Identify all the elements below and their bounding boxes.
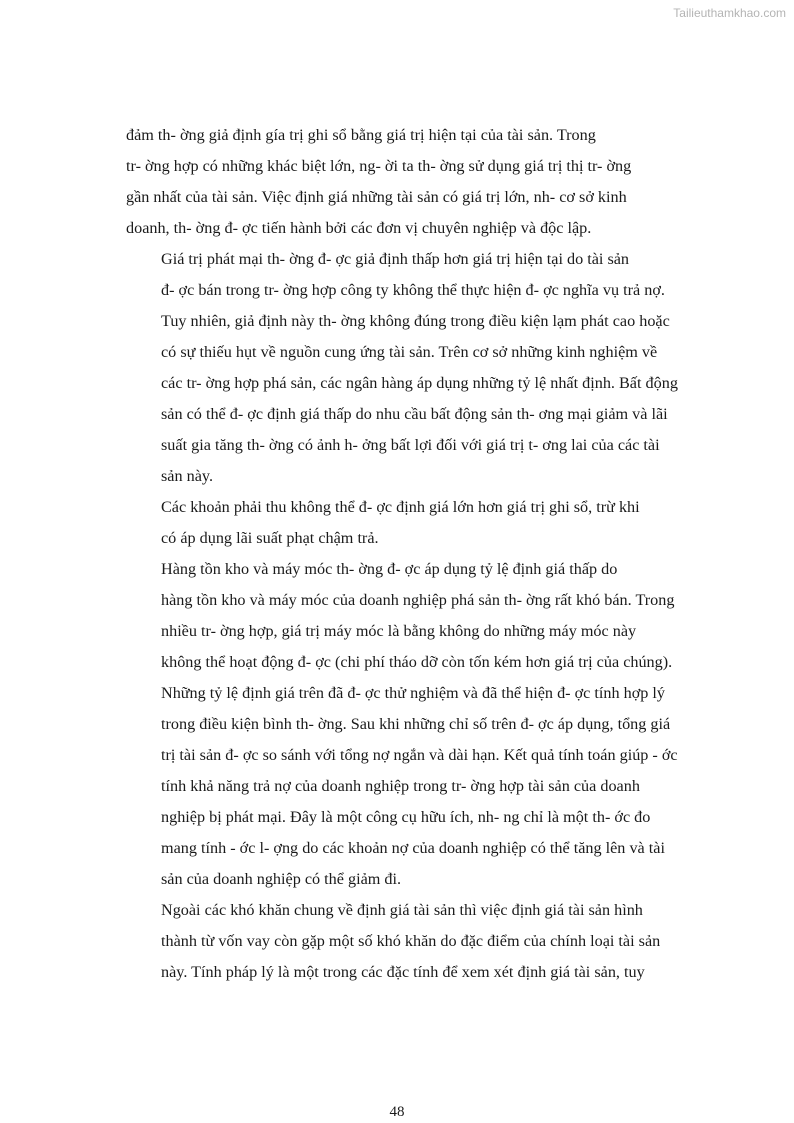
text-line: thành từ vốn vay còn gặp một số khó khăn do đặc điểm của chính loại tài sản <box>161 932 661 950</box>
text-line: có áp dụng lãi suất phạt chậm trả. <box>161 529 379 547</box>
text-line: doanh, th- ờng đ- ợc tiến hành bởi các đơn vị chuyên nghiệp và độc lập. <box>126 219 592 237</box>
text-line: Những tỷ lệ định giá trên đã đ- ợc thử nghiệm và đã thể hiện đ- ợc tính hợp lý <box>161 684 666 702</box>
text-line: Giá trị phát mại th- ờng đ- ợc giả định thấp hơn giá trị hiện tại do tài sản <box>161 250 630 268</box>
text-line: mang tính - ớc l- ợng do các khoản nợ của doanh nghiệp có thể tăng lên và tài <box>161 839 665 857</box>
text-line: không thể hoạt động đ- ợc (chi phí tháo dỡ còn tốn kém hơn giá trị của chúng). <box>161 653 673 671</box>
text-line: nhiều tr- ờng hợp, giá trị máy móc là bằng không do những máy móc này <box>161 622 637 640</box>
text-line: này. Tính pháp lý là một trong các đặc tính để xem xét định giá tài sản, tuy <box>161 963 645 981</box>
text-line: có sự thiếu hụt về nguồn cung ứng tài sản. Trên cơ sở những kinh nghiệm về <box>161 343 658 361</box>
text-line: các tr- ờng hợp phá sản, các ngân hàng áp dụng những tỷ lệ nhất định. Bất động <box>161 374 678 392</box>
text-line: Ngoài các khó khăn chung về định giá tài sản thì việc định giá tài sản hình <box>161 901 643 919</box>
paragraph-3 <box>126 492 717 554</box>
text-line: sản có thể đ- ợc định giá thấp do nhu cầu bất động sản th- ơng mại giảm và lãi <box>161 405 668 423</box>
text-line: suất gia tăng th- ờng có ảnh h- ởng bất lợi đối với giá trị t- ơng lai của các tài <box>161 436 660 454</box>
text-line: đảm th- ờng giả định gía trị ghi sổ bằng giá trị hiện tại của tài sản. Trong <box>126 126 596 144</box>
text-line: tr- ờng hợp có những khác biệt lớn, ng- ời ta th- ờng sử dụng giá trị thị tr- ờng <box>126 157 632 175</box>
text-line: Các khoản phải thu không thể đ- ợc định giá lớn hơn giá trị ghi sổ, trừ khi <box>161 498 640 516</box>
text-line: sản này. <box>161 467 213 485</box>
text-line: sản của doanh nghiệp có thể giảm đi. <box>161 870 402 888</box>
text-line: trị tài sản đ- ợc so sánh với tổng nợ ngắn và dài hạn. Kết quả tính toán giúp - ớc <box>161 746 678 764</box>
document-body <box>126 120 717 988</box>
watermark: Tailieuthamkhao.com <box>673 6 786 20</box>
text-line: nghiệp bị phát mại. Đây là một công cụ hữu ích, nh- ng chỉ là một th- ớc đo <box>161 808 651 826</box>
text-line: tính khả năng trả nợ của doanh nghiệp trong tr- ờng hợp tài sản của doanh <box>161 777 640 795</box>
paragraph-1 <box>126 120 717 244</box>
text-line: gần nhất của tài sản. Việc định giá những tài sản có giá trị lớn, nh- cơ sở kinh <box>126 188 627 206</box>
paragraph-2 <box>126 244 717 492</box>
text-line: trong điều kiện bình th- ờng. Sau khi những chỉ số trên đ- ợc áp dụng, tổng giá <box>161 715 671 733</box>
paragraph-5 <box>126 895 717 988</box>
text-line: Tuy nhiên, giả định này th- ờng không đúng trong điều kiện lạm phát cao hoặc <box>161 312 670 330</box>
page-number: 48 <box>389 1104 405 1120</box>
text-line: hàng tồn kho và máy móc của doanh nghiệp phá sản th- ờng rất khó bán. Trong <box>161 591 675 609</box>
text-line: đ- ợc bán trong tr- ờng hợp công ty không thể thực hiện đ- ợc nghĩa vụ trả nợ. <box>161 281 665 299</box>
paragraph-4 <box>126 554 717 895</box>
text-line: Hàng tồn kho và máy móc th- ờng đ- ợc áp dụng tỷ lệ định giá thấp do <box>161 560 618 578</box>
